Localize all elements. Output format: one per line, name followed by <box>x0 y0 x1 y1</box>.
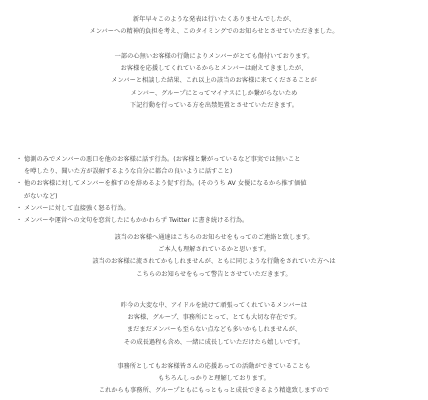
closing-line: 事務所としてもお客様皆さんの応援あっての活動ができていることも <box>117 363 311 370</box>
notice-line: こちらのお知らせをもって警告とさせていただきます。 <box>136 270 292 278</box>
warning-line: お客様を応援してくれているからとメンバーは耐えてきましたが、 <box>120 65 308 73</box>
intro-line: 新年早々このような発表は行いたくありませんでしたが、 <box>132 16 296 23</box>
thanks-line: 昨今の大変な中、アイドルを続けて頑張ってくれているメンバーは <box>120 302 308 309</box>
list-item-line: 他のお客様に対してメンバーを推すのを辞めるよう促す行為。(そのうち AV 女優になるから推す価値 <box>24 180 307 188</box>
list-item <box>16 154 416 178</box>
warning-line: 一部の心無いお客様の行動によりメンバーがとても傷付いております。 <box>114 53 314 60</box>
warning-paragraph <box>0 51 428 112</box>
list-item-line: がないなど) <box>24 192 58 200</box>
closing-line: これからも事務所、グループともにもっともっと成長できるよう精進致しますので <box>98 387 330 395</box>
prohibited-behavior-list <box>16 154 416 227</box>
intro-paragraph <box>0 14 428 38</box>
warning-line: メンバー、グループにとってマイナスにしか繋がらないため <box>130 89 298 97</box>
list-item-line: 憶測のみでメンバーの悪口を他のお客様に話す行為。(お客様と繋がっているなど事実では無いこと <box>24 156 301 163</box>
thanks-line: その成長過程も含め、一緒に成長していただけたら嬉しいです。 <box>123 338 305 346</box>
list-item-line: メンバーや運営への文句を恋営したにもかかわらず Twitter に書き続ける行為。 <box>24 217 249 225</box>
notice-line: 該当のお客様に流されてかもしれませんが、ともに同じような行動をされていた方へは <box>92 258 336 266</box>
notice-line: ご本人も理解されているかと思います。 <box>158 246 270 254</box>
list-item-line: を噂したり、聞いた方が誤解するような自分に都合の良いように話すこと) <box>24 168 233 176</box>
intro-line: メンバーへの精神的負担を考え、このタイミングでのお知らせとさせていただきました。 <box>89 28 339 36</box>
list-item <box>16 215 416 227</box>
warning-line: 下記行動を行っている方を出禁処置とさせていただきます。 <box>130 101 298 109</box>
bullet-mark: ・ <box>16 217 23 225</box>
list-item <box>16 178 416 202</box>
list-item-line: メンバーに対して直接強く怒る行為。 <box>24 204 130 212</box>
thanks-line: お客様、グループ、事務所にとって、とても大切な存在です。 <box>127 314 301 322</box>
bullet-mark: ・ <box>16 156 23 163</box>
notice-paragraph <box>0 232 428 281</box>
bullet-mark: ・ <box>16 180 23 188</box>
closing-line: もちろんしっかりと理解しております。 <box>158 375 270 383</box>
warning-line: メンバーと相談した結果、これ以上の該当のお客様に来てくださることが <box>111 77 317 85</box>
notice-line: 該当のお客様へ通達はこちらのお知らせをもってのご連絡と致します。 <box>114 234 314 241</box>
bullet-mark: ・ <box>16 204 23 212</box>
list-item <box>16 203 416 215</box>
thanks-paragraph <box>0 300 428 349</box>
thanks-line: まだまだメンバーも至らない点なども多いかもしれませんが、 <box>126 326 302 334</box>
closing-paragraph <box>0 361 428 398</box>
